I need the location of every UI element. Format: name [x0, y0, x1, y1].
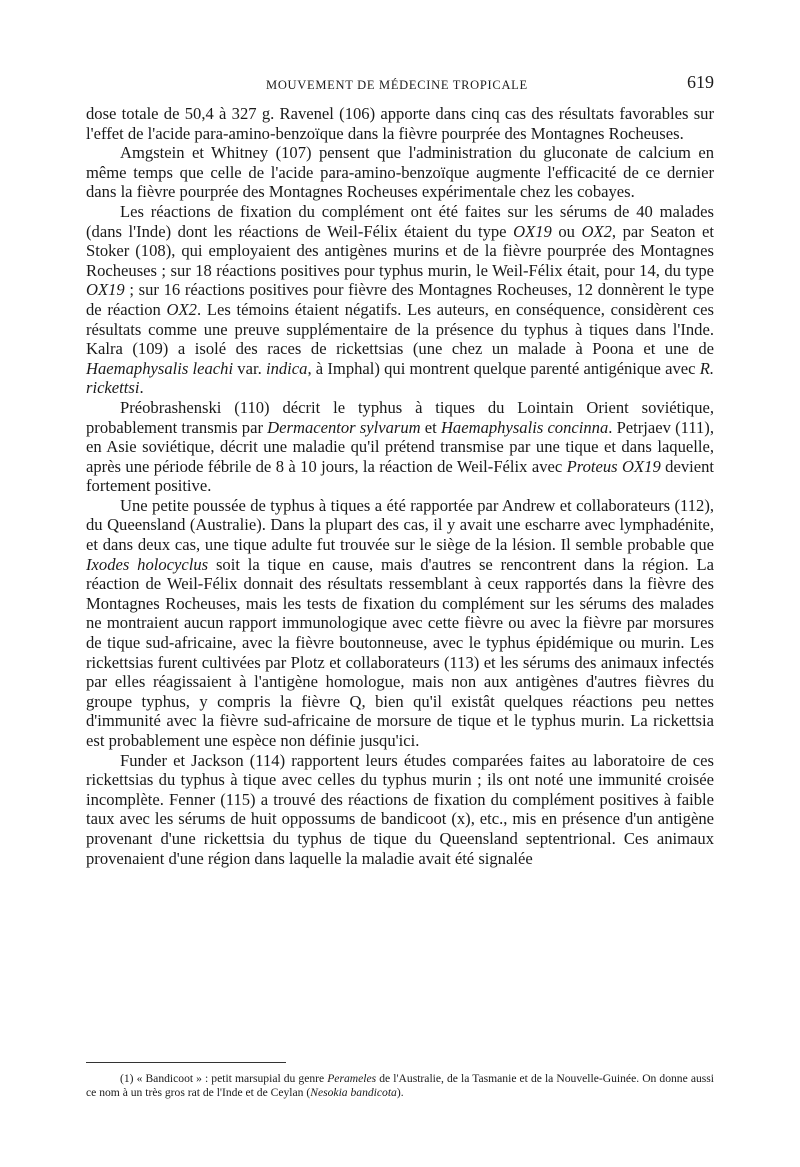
text-run: , à Imphal) qui montrent quelque parenté antigénique avec — [307, 358, 700, 378]
italic-run: Perameles — [327, 1072, 377, 1085]
page-header — [86, 72, 714, 94]
italic-run: Haemaphysalis concinna — [440, 417, 609, 437]
text-run: , par Seaton et Stoker (108), qui employaient des antigènes murins et de la fièvre pourprée des Montagnes Rocheuses ; sur 18 réactions positives pour typhus murin, le Weil-Félix était, pour 14, du type — [86, 221, 715, 280]
text-run: de l'Australie, de la Tasmanie et de la Nouvelle-Guinée. On donne aussi ce nom à un très gros rat de l'Inde et de Ceylan ( — [86, 1072, 715, 1099]
text-run: soit la tique en cause, mais d'autres se rencontrent dans la région. La réaction de Weil-Félix donnait des résultats ressemblant à ceux rapportés dans la fièvre des Montagnes Rocheuses, mais les tests de fixation du complément sur les sérums des malades ne montraient aucun rapport immunologique avec cette fièvre ou avec la fièvre par morsures de tique sud-africaine, avec la fièvre boutonneuse, avec le typhus épidémique ou murin. Les rickettsias furent cultivées par Plotz et collaborateurs (113) et les sérums des animaux infectés par elles réagissaient à l'antigène homologue, mais non aux antigènes d'autres fièvres du groupe typhus, y compris la fièvre Q, bien qu'il existât quelques réactions peu nettes d'immunité avec la fièvre sud-africaine de morsure de tique et le typhus murin. La rickettsia est probablement une espèce non définie jusqu'ici. — [86, 554, 715, 750]
italic-run: OX19 — [513, 221, 552, 241]
text-run: . Petrjaev (111), en Asie soviétique, décrit une maladie qu'il prétend transmise par une tique et dans laquelle, après une période fébrile de 8 à 10 jours, la réaction de Weil-Félix avec — [86, 417, 714, 476]
paragraph-2: Amgstein et Whitney (107) pensent que l'administration du gluconate de calcium en même temps que celle de l'acide para-amino-benzoïque augmente l'efficacité de ce dernier dans la fièvre pourprée des Montagnes Rocheuses expérimentale chez les cobayes. — [86, 143, 714, 202]
footnote-text — [86, 1072, 714, 1099]
text-run: var. — [233, 358, 266, 378]
text-run: devient fortement positive. — [86, 456, 714, 496]
text-run: . — [139, 378, 144, 398]
page-number: 619 — [687, 72, 714, 92]
text-run: (1) « Bandicoot » : petit marsupial du genre — [120, 1072, 328, 1085]
paragraph-5 — [86, 496, 714, 751]
body-text — [86, 104, 714, 868]
text-run: Préobrashenski (110) décrit le typhus à tiques du Lointain Orient soviétique, probablement transmis par — [86, 397, 714, 437]
italic-run: OX2 — [166, 299, 197, 319]
text-run: Les réactions de fixation du complément ont été faites sur les sérums de 40 malades (dans l'Inde) dont les réactions de Weil-Félix étaient du type — [86, 201, 714, 241]
italic-run: R. rickettsi — [86, 358, 715, 398]
italic-run: OX2 — [581, 221, 612, 241]
text-run: et — [420, 417, 441, 437]
paragraph-1: dose totale de 50,4 à 327 g. Ravenel (106) apporte dans cinq cas des résultats favorables sur l'effet de l'acide para-amino-benzoïque dans la fièvre pourprée des Montagnes Rocheuses. — [86, 104, 714, 143]
running-head: MOUVEMENT DE MÉDECINE TROPICALE — [266, 78, 528, 92]
italic-run: Proteus OX19 — [566, 456, 661, 476]
italic-run: indica — [265, 358, 308, 378]
italic-run: Ixodes holocyclus — [86, 554, 209, 574]
italic-run: Dermacentor sylvarum — [267, 417, 421, 437]
paragraph-4 — [86, 398, 714, 496]
footnote — [86, 1072, 714, 1099]
footnote-rule — [86, 1062, 286, 1063]
italic-run: Haemaphysalis leachi — [86, 358, 234, 378]
italic-run: Nesokia bandicota — [310, 1085, 397, 1099]
italic-run: OX19 — [86, 280, 125, 300]
text-run: Une petite poussée de typhus à tiques a été rapportée par Andrew et collaborateurs (112), du Queensland (Australie). Dans la plupart des cas, il y avait une escharre avec lymphadénite, et dans deux cas, une tique adulte fut trouvée sur le siège de la lésion. Il semble probable que — [86, 495, 714, 555]
paragraph-6: Funder et Jackson (114) rapportent leurs études comparées faites au laboratoire de ces rickettsias du typhus à tique avec celles du typhus murin ; ils ont noté une immunité croisée incomplète. Fenner (115) a trouvé des réactions de fixation du complément positives à faible taux avec les sérums de huit oppossums de bandicoot (x), etc., mis en présence d'un antigène provenant d'une rickettsia du typhus de tique du Queensland septentrional. Ces animaux provenaient d'une région dans laquelle la maladie avait été signalée — [86, 750, 714, 868]
text-run: . Les témoins étaient négatifs. Les auteurs, en conséquence, considèrent ces résultats comme une preuve supplémentaire de la présence du typhus à tiques dans l'Inde. Kalra (109) a isolé des races de rickettsias (une chez un malade à Poona et une de — [86, 299, 714, 359]
text-run: ou — [551, 221, 582, 241]
text-run: ). — [396, 1085, 404, 1099]
paragraph-3 — [86, 202, 714, 398]
text-run: ; sur 16 réactions positives pour fièvre des Montagnes Rocheuses, 12 donnèrent le type de réaction — [86, 280, 714, 319]
